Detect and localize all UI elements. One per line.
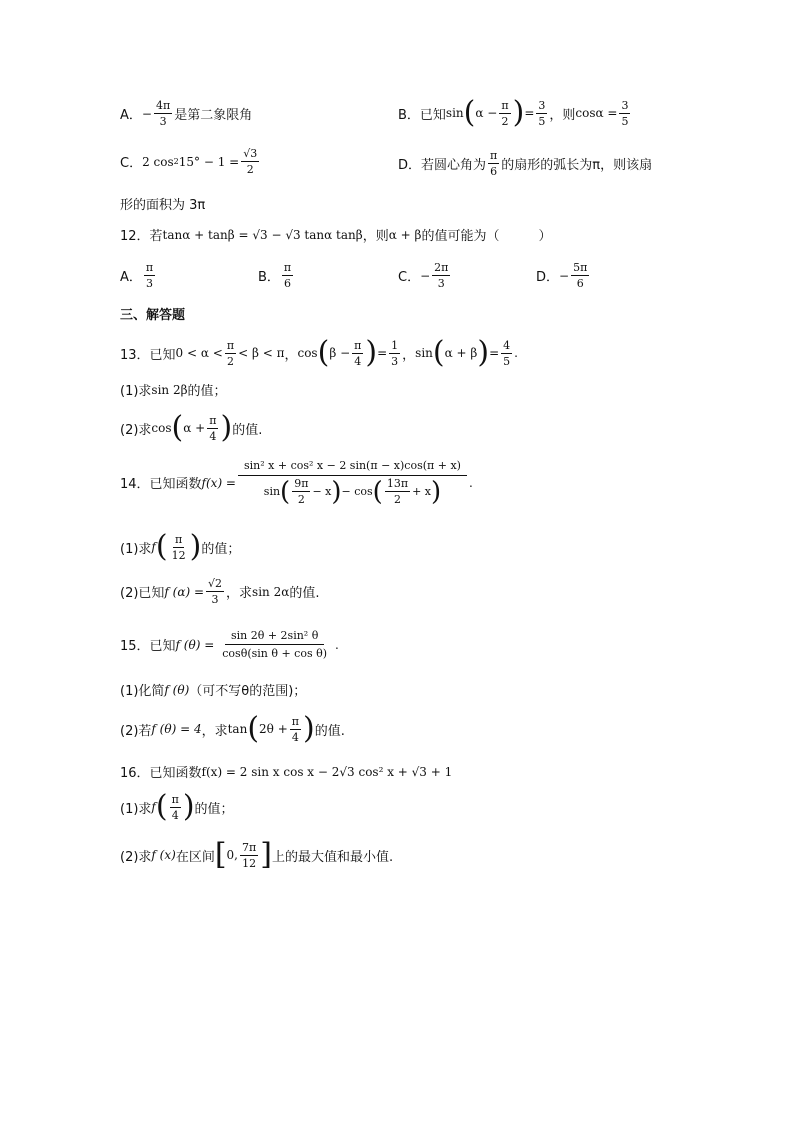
q16-p1-rparen: )	[182, 789, 195, 824]
q15-p2tan: tan	[227, 722, 248, 736]
q11-a-text: 是第二象限角	[174, 108, 253, 123]
q14-main-frac	[238, 460, 467, 505]
q11-c-rest: 15° − 1 =	[178, 154, 240, 169]
q12-option-b	[258, 262, 295, 289]
q11-d-label: D．若圆心角为	[398, 158, 487, 173]
section-title	[120, 304, 185, 323]
q16-pre: 16．已知函数	[120, 766, 202, 781]
q14-p1-lparen: (	[155, 529, 168, 564]
q14-p1post: 的值；	[201, 541, 241, 557]
q11-b-eq: =	[524, 106, 535, 120]
q11-b-rparen: )	[512, 95, 525, 130]
q14-den-minus: − cos	[341, 485, 373, 498]
q11-d-text: 的扇形的弧长为π，则该扇	[501, 158, 653, 173]
q15-p2-frac	[290, 716, 301, 743]
q14-stem	[120, 460, 473, 505]
q13-part1	[120, 380, 227, 399]
q14-p1-frac	[170, 534, 188, 561]
q12-stem-expr2: α + β	[388, 227, 422, 242]
q14-den-lparen1: (	[280, 476, 291, 507]
q11-b-then: ，则	[549, 107, 576, 123]
q12-c-frac	[432, 262, 450, 289]
q11-c-num: √3	[243, 147, 258, 160]
q15-p2-lparen: (	[247, 711, 260, 746]
q15-p1post: （可不写θ的范围)；	[189, 684, 307, 699]
q13-p2-rparen: )	[220, 410, 233, 445]
q14-numerator: sin² x + cos² x − 2 sin(π − x)cos(π + x)	[238, 460, 467, 476]
q12-d-label: D．	[536, 270, 560, 285]
q13-p2pi: π	[209, 413, 217, 427]
q15-p2-rparen: )	[303, 711, 315, 746]
q13-cond2: < β < π	[238, 346, 285, 360]
q13-rparen2: )	[477, 335, 490, 370]
q13-stem	[120, 335, 518, 370]
q16-p1d: 4	[171, 808, 179, 822]
q13-eq1: =	[377, 346, 388, 360]
q13-p1: (1)求	[120, 384, 152, 399]
q13-lparen2: (	[432, 335, 445, 370]
q14-den-n1: 9π	[294, 477, 309, 490]
q12-c-den: 3	[437, 277, 445, 290]
q12-d-sign: −	[559, 268, 570, 283]
q13-cond1: 0 < α <	[175, 346, 223, 360]
q16-p1n: π	[171, 792, 179, 806]
q13-four: 4	[354, 354, 362, 368]
q13-dot: .	[514, 346, 518, 360]
q11-a-den: 3	[159, 115, 167, 128]
q13-pre: 13．已知	[120, 347, 176, 363]
q14-p2post: 的值.	[289, 586, 320, 601]
q14-fx: f(x) =	[201, 475, 236, 490]
q15-denominator: cosθ(sin θ + cos θ)	[222, 647, 328, 660]
q15-p2inner: 2θ +	[259, 722, 288, 736]
q15-p2: (2)若	[120, 723, 152, 739]
q14-den-sin: sin	[263, 485, 281, 498]
q11-d-den: 6	[490, 165, 498, 178]
q14-p2f: f (α) =	[164, 584, 205, 599]
q12-option-d	[536, 262, 591, 289]
q12-c-sign: −	[420, 268, 431, 283]
q13-p2-lparen: (	[171, 410, 184, 445]
q11-b-sin: sin	[445, 106, 464, 120]
q11-b-frac2	[619, 100, 630, 127]
q14-part1	[120, 529, 241, 564]
q14-den-d1: 2	[297, 493, 305, 506]
q11-option-c	[120, 148, 261, 175]
q13-pi4: π	[354, 338, 362, 352]
q12-d-num: 5π	[573, 261, 588, 274]
q14-p1n: π	[174, 532, 183, 546]
q12-stem	[120, 225, 551, 244]
q11-d-num: π	[490, 149, 498, 162]
q13-pi: π	[226, 338, 235, 352]
q14-den-lparen2: (	[372, 476, 383, 507]
q13-p2cos: cos	[151, 421, 172, 435]
q16-p2f: f (x)	[151, 848, 176, 862]
q14-den-mid: − x	[312, 485, 332, 498]
q13-frac45	[501, 340, 512, 367]
q13-p1post: 的值；	[187, 384, 227, 399]
q12-stem-pre: 12．若	[120, 229, 163, 244]
q13-p2: (2)求	[120, 422, 152, 438]
q11-a-sign: −	[141, 106, 152, 121]
section-title-text: 三、解答题	[120, 308, 186, 323]
q16-p2-rbracket: ]	[260, 837, 272, 872]
q16-p2n: 7π	[242, 840, 257, 854]
q14-denominator	[262, 476, 443, 505]
q14-den-rparen1: )	[331, 476, 342, 507]
q11-d-cont: 形的面积为 3π	[120, 198, 206, 213]
q12-option-a	[120, 262, 157, 289]
q15-part2	[120, 711, 345, 746]
q16-p1-lparen: (	[155, 789, 168, 824]
q12-b-frac	[282, 262, 293, 289]
q13-eq2: =	[489, 346, 500, 360]
q12-b-den: 6	[284, 277, 292, 290]
q14-p1f: f	[151, 540, 156, 554]
q16-part2	[120, 837, 394, 872]
q14-p2d: 3	[211, 593, 219, 606]
q15-p2mid: ，求	[201, 723, 228, 739]
q14-dot: .	[468, 475, 473, 490]
q11-b-den: 5	[538, 114, 546, 128]
q12-option-c	[398, 262, 452, 289]
q12-c-label: C．	[398, 270, 421, 285]
q15-pre: 15．已知	[120, 639, 176, 654]
q11-c-den: 2	[246, 163, 254, 176]
q16-p2d: 12	[242, 856, 257, 870]
q13-p2four: 4	[209, 429, 217, 443]
q15-p2f: f (θ) = 4	[151, 722, 202, 736]
q14-p1: (1)求	[120, 541, 152, 557]
q16-p2: (2)求	[120, 849, 152, 865]
q11-a-label: A．	[120, 108, 142, 123]
q14-p1d: 12	[171, 548, 186, 562]
q16-p2post: 上的最大值和最小值.	[271, 849, 394, 865]
q12-d-den: 6	[576, 277, 584, 290]
q12-c-num: 2π	[434, 261, 449, 274]
q11-b-num2: 3	[621, 98, 629, 112]
q16-part1	[120, 789, 234, 824]
q13-frac13	[389, 340, 400, 367]
q14-den-end: + x	[412, 485, 431, 498]
q11-b-inner: α −	[475, 106, 498, 120]
q13-cos: cos	[297, 346, 318, 360]
q16-expr: f(x) = 2 sin x cos x − 2√3 cos² x + √3 + 1	[201, 764, 453, 779]
q11-c-expr: 2 cos	[142, 154, 174, 169]
q16-p1-frac	[170, 794, 181, 821]
q16-p1: (1)求	[120, 801, 152, 817]
q13-d13: 3	[391, 354, 399, 368]
q14-den-n2: 13π	[386, 477, 409, 490]
q11-b-num: 3	[538, 98, 546, 112]
q11-b-pi: π	[501, 98, 509, 112]
q16-p1post: 的值；	[194, 801, 234, 817]
q11-d-frac	[488, 150, 499, 177]
q15-p2n: π	[291, 714, 300, 728]
q11-a-num: 4π	[155, 99, 171, 112]
q11-option-d	[398, 150, 652, 177]
q12-a-den: 3	[146, 277, 154, 290]
q15-frac	[216, 630, 333, 659]
q14-den-d2: 2	[393, 493, 401, 506]
q15-p1: (1)化简	[120, 684, 165, 699]
q16-stem	[120, 762, 452, 781]
q11-b-den2: 5	[621, 114, 629, 128]
q11-b-label: B．已知	[398, 107, 446, 123]
q11-b-cos: cosα =	[575, 106, 618, 120]
q16-p2mid: 在区间	[175, 849, 215, 865]
q13-p2inner: α +	[183, 421, 206, 435]
q13-comma1: ，	[284, 347, 298, 363]
q15-ft: f (θ) =	[175, 637, 215, 652]
q13-sin: sin	[415, 346, 433, 360]
q13-pi4-frac	[352, 340, 363, 367]
q13-two: 2	[226, 354, 234, 368]
q13-p1expr: sin 2β	[151, 382, 188, 397]
q13-inner1: β −	[329, 346, 351, 360]
q15-part1	[120, 680, 306, 699]
q14-p2: (2)已知	[120, 586, 165, 601]
q12-a-label: A．	[120, 270, 142, 285]
q11-b-two: 2	[501, 114, 509, 128]
q12-d-frac	[571, 262, 589, 289]
q11-a-fraction	[154, 100, 172, 127]
q11-b-frac1	[536, 100, 547, 127]
q14-p2-frac	[206, 578, 224, 605]
q13-part2	[120, 410, 263, 445]
q15-numerator: sin 2θ + 2sin² θ	[225, 630, 324, 645]
q14-den-frac1	[292, 478, 310, 505]
q11-b-pi-frac	[499, 100, 510, 127]
q15-stem	[120, 630, 339, 659]
q14-den-rparen2: )	[430, 476, 442, 507]
q13-d45: 5	[503, 354, 511, 368]
q13-p2post: 的值.	[232, 422, 263, 438]
q11-c-label: C．	[120, 156, 143, 171]
q13-p2-frac	[207, 415, 218, 442]
q16-p2-lbracket: [	[214, 837, 227, 872]
q14-part2	[120, 578, 319, 605]
q13-n13: 1	[391, 338, 399, 352]
q14-p1-rparen: )	[189, 529, 202, 564]
q12-a-frac	[144, 262, 155, 289]
q11-option-b	[398, 95, 632, 130]
q11-b-lparen: (	[463, 95, 476, 130]
q12-stem-mid: ，则	[362, 229, 389, 244]
q12-stem-expr: tanα + tanβ = √3 − √3 tanα tanβ	[162, 227, 363, 242]
q12-b-num: π	[283, 261, 292, 274]
q13-lparen1: (	[317, 335, 330, 370]
q12-b-label: B．	[258, 270, 280, 285]
q13-n45: 4	[503, 338, 511, 352]
q15-p2d: 4	[291, 730, 299, 744]
q14-p2mid: ，求	[226, 586, 253, 601]
q15-p1f: f (θ)	[164, 682, 190, 697]
q13-pi-frac	[225, 340, 236, 367]
q14-pre: 14．已知函数	[120, 477, 202, 492]
q15-dot: .	[335, 637, 339, 652]
q14-p2expr: sin 2α	[252, 584, 290, 599]
q16-p2zero: 0,	[226, 848, 238, 862]
q11-option-d-continued	[120, 194, 205, 213]
q13-inner2: α + β	[444, 346, 478, 360]
q11-option-a	[120, 100, 252, 127]
q12-stem-post: 的值可能为（ ）	[421, 229, 552, 244]
q14-den-frac2	[385, 478, 410, 505]
q11-c-sup: 2	[173, 157, 179, 166]
q16-p2-frac	[240, 842, 258, 869]
q13-rparen1: )	[365, 335, 378, 370]
q15-p2post: 的值.	[314, 723, 345, 739]
q13-comma2: ，	[402, 347, 416, 363]
q16-p1f: f	[151, 800, 156, 814]
q14-p2n: √2	[208, 577, 223, 590]
q11-c-frac	[241, 148, 259, 175]
q12-a-num: π	[145, 261, 154, 274]
